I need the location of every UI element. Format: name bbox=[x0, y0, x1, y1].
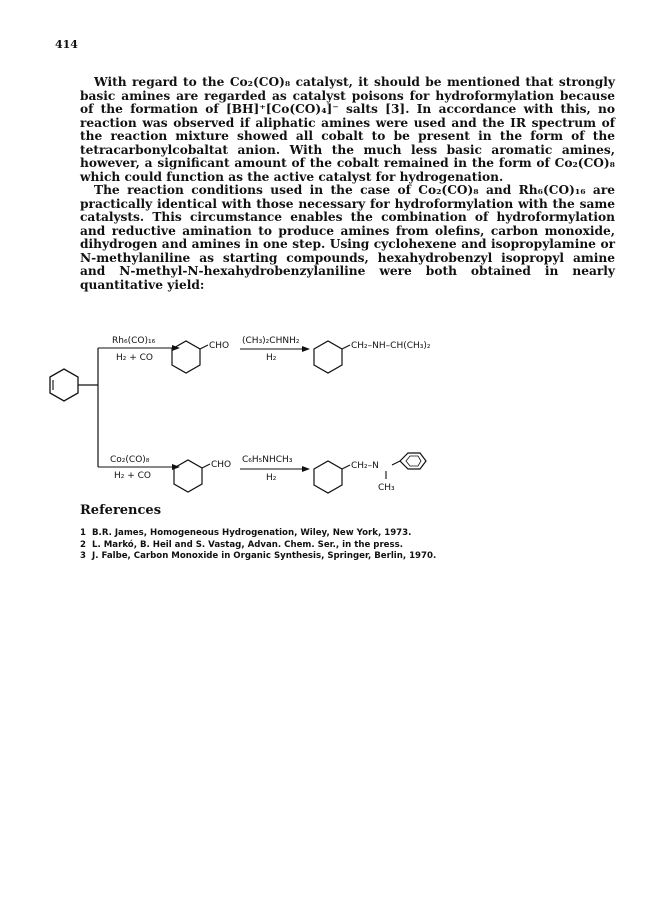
reference-list bbox=[80, 528, 620, 563]
upper-conditions-label: H₂ + CO bbox=[116, 353, 154, 363]
lower-catalyst-label: Co₂(CO)₈ bbox=[110, 455, 150, 465]
lower-product-group: CH₂–N bbox=[351, 461, 379, 471]
lower-aldehyde-group: CHO bbox=[211, 460, 232, 470]
upper-reductant-label: H₂ bbox=[266, 353, 277, 363]
body-text bbox=[80, 76, 615, 292]
paragraph-reaction-conditions: The reaction conditions used in the case of Co₂(CO)₈ and Rh₆(CO)₁₆ are practically identical with those necessary for hydroformylation with the same catalysts. This circumstance enables the combination of hydroformylation and reductive amination to produce amines from olefins, carbon monoxide, dihydrogen and amines in one step. Using cyclohexene and isopropylamine or N-methylaniline as starting compounds, hexahydrobenzyl isopropyl amine and N-methyl-N-hexahydrobenzylaniline were both obtained in nearly quantitative yield: bbox=[80, 183, 615, 292]
upper-aldehyde-group: CHO bbox=[209, 341, 230, 351]
lower-product-ring bbox=[314, 461, 342, 493]
reference-item bbox=[80, 528, 620, 540]
lower-product-methyl: CH₃ bbox=[378, 483, 395, 493]
reference-text: B.R. James, Homogeneous Hydrogenation, Wiley, New York, 1973. bbox=[92, 528, 412, 538]
lower-aldehyde-ring bbox=[174, 460, 202, 492]
upper-product-ring bbox=[314, 341, 342, 373]
reference-number: 2 bbox=[80, 539, 86, 550]
reference-number: 3 bbox=[80, 551, 86, 561]
reference-text: L. Markó, B. Heil and S. Vastag, Advan. Chem. Ser., in the press. bbox=[92, 539, 404, 550]
reference-text: J. Falbe, Carbon Monoxide in Organic Synthesis, Springer, Berlin, 1970. bbox=[92, 551, 437, 561]
lower-conditions-label: H₂ + CO bbox=[114, 471, 152, 481]
upper-product-group: CH₂–NH–CH(CH₃)₂ bbox=[351, 341, 431, 351]
upper-route bbox=[98, 336, 431, 373]
lower-amine-label: C₆H₅NHCH₃ bbox=[242, 455, 293, 465]
lower-reductant-label: H₂ bbox=[266, 473, 277, 483]
reference-item bbox=[80, 551, 620, 563]
paragraph-cobalt-catalyst: With regard to the Co₂(CO)₈ catalyst, it should be mentioned that strongly basic amines are regarded as catalyst poisons for hydroformylation because of the formation of [BH]⁺[Co(CO)₄]⁻ salts [3]. In accordance with this, no reaction was observed if aliphatic amines were used and the IR spectrum of the reaction mixture showed all cobalt to be present in the form of the tetracarbonylcobaltat anion. With the much less basic aromatic amines, however, a significant amount of the cobalt remained in the form of Co₂(CO)₈ which could function as the active catalyst for hydrogenation. bbox=[80, 75, 615, 184]
upper-amine-label: (CH₃)₂CHNH₂ bbox=[242, 336, 300, 346]
phenyl-ring bbox=[400, 453, 426, 469]
cyclohexene-structure bbox=[50, 369, 78, 401]
reference-item bbox=[80, 540, 620, 552]
references-heading: References bbox=[80, 503, 162, 518]
reaction-scheme bbox=[30, 325, 590, 495]
upper-catalyst-label: Rh₆(CO)₁₆ bbox=[112, 336, 156, 346]
upper-aldehyde-ring bbox=[172, 341, 200, 373]
page-number: 414 bbox=[55, 38, 78, 51]
reference-number: 1 bbox=[80, 528, 86, 538]
lower-route bbox=[98, 453, 426, 493]
